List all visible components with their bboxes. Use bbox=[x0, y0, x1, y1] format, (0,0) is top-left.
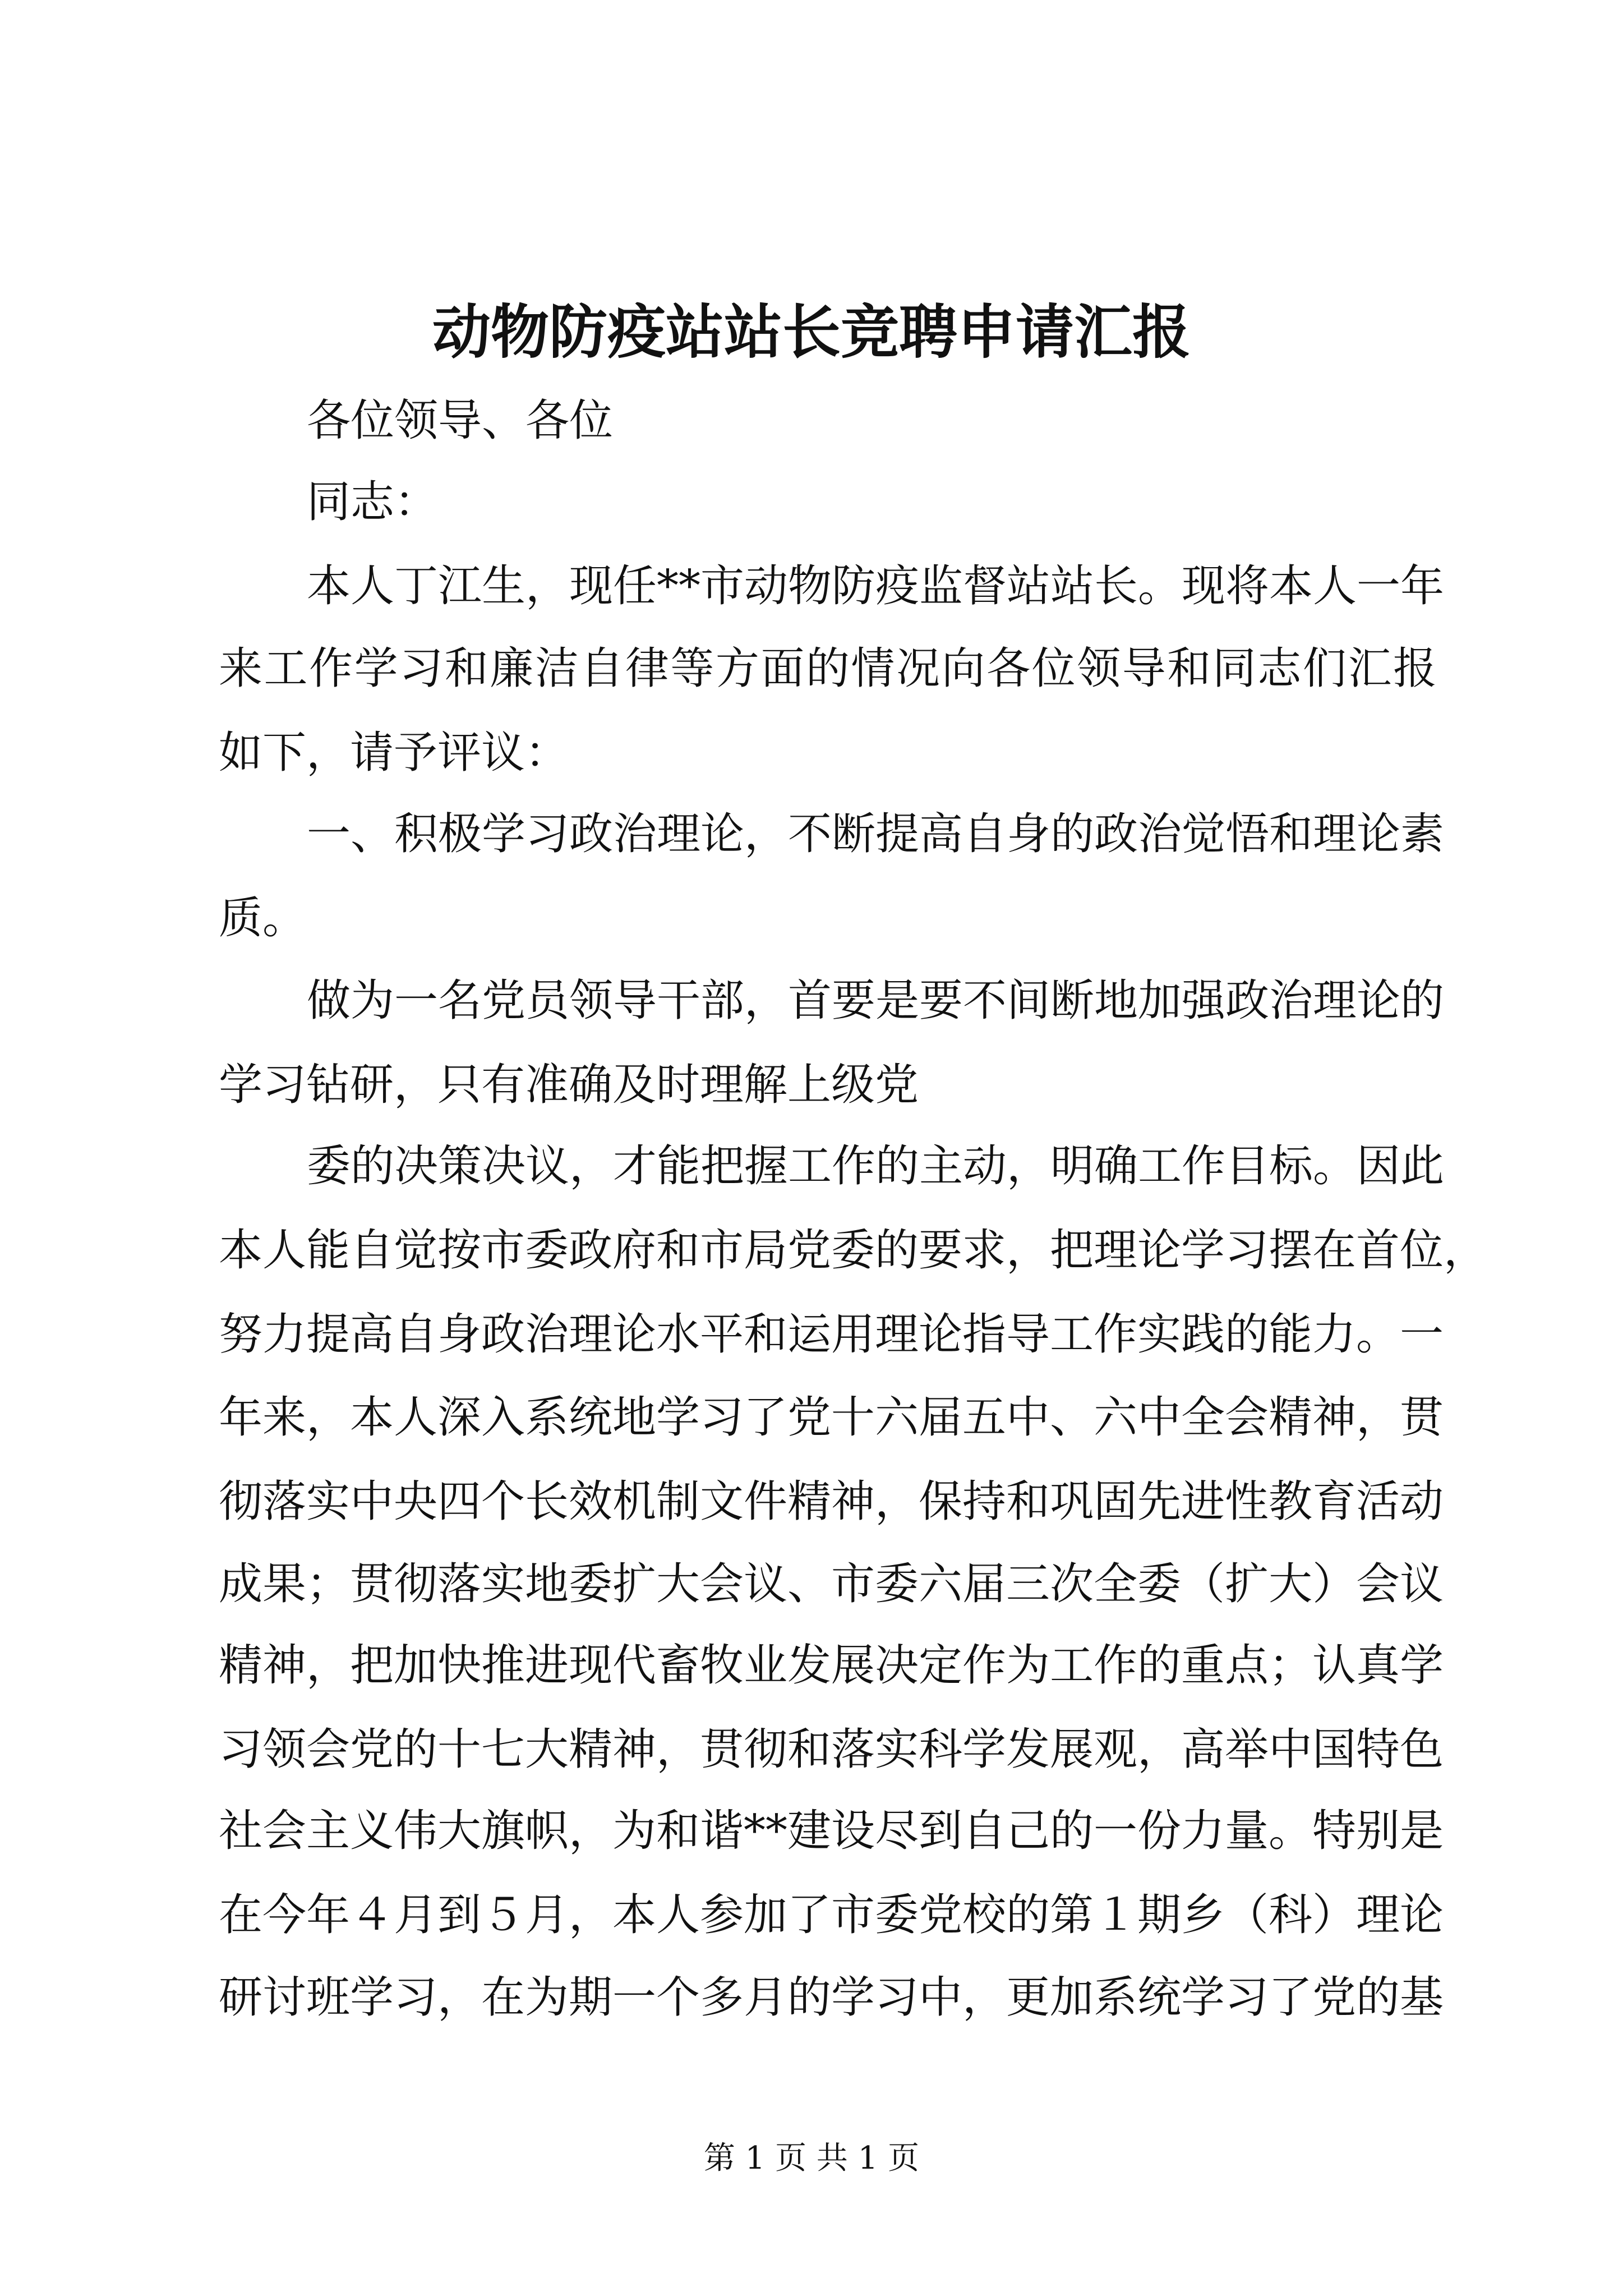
body-line: 如下，请予评议： bbox=[219, 728, 569, 778]
body-line: 一、积极学习政治理论，不断提高自身的政治觉悟和理论素 bbox=[307, 809, 1445, 859]
body-line: 彻落实中央四个长效机制文件精神，保持和巩固先进性教育活动 bbox=[219, 1476, 1444, 1527]
body-line: 委的决策决议，才能把握工作的主动，明确工作目标。因此 bbox=[307, 1141, 1445, 1191]
body-line: 年来，本人深入系统地学习了党十六届五中、六中全会精神，贯 bbox=[219, 1392, 1444, 1443]
document-title: 动物防疫站站长竞聘申请汇报 bbox=[432, 297, 1191, 366]
body-line: 学习钻研，只有准确及时理解上级党 bbox=[219, 1060, 919, 1110]
body-line: 本人能自觉按市委政府和市局党委的要求，把理论学习摆在首位， bbox=[219, 1225, 1488, 1276]
body-line: 来工作学习和廉洁自律等方面的情况向各位领导和同志们汇报 bbox=[219, 643, 1437, 694]
body-line: 精神，把加快推进现代畜牧业发展决定作为工作的重点；认真学 bbox=[219, 1640, 1444, 1691]
body-line: 在今年４月到５月，本人参加了市委党校的第１期乡（科）理论 bbox=[219, 1890, 1444, 1940]
body-line: 做为一名党员领导干部，首要是要不间断地加强政治理论的 bbox=[307, 976, 1445, 1026]
body-line: 研讨班学习，在为期一个多月的学习中，更加系统学习了党的基 bbox=[219, 1972, 1444, 2023]
body-line: 努力提高自身政治理论水平和运用理论指导工作实践的能力。一 bbox=[219, 1309, 1444, 1360]
body-line: 本人丁江生，现任**市动物防疫监督站站长。现将本人一年 bbox=[307, 561, 1445, 611]
page-footer: 第 1 页 共 1 页 bbox=[703, 2140, 920, 2177]
body-line: 成果；贯彻落实地委扩大会议、市委六届三次全委（扩大）会议 bbox=[219, 1559, 1444, 1609]
body-line: 质。 bbox=[219, 893, 307, 944]
body-line: 习领会党的十七大精神，贯彻和落实科学发展观，高举中国特色 bbox=[219, 1724, 1444, 1775]
body-line: 同志： bbox=[307, 477, 439, 527]
body-line: 社会主义伟大旗帜，为和谐**建设尽到自己的一份力量。特别是 bbox=[219, 1806, 1444, 1856]
body-line: 各位领导、各位 bbox=[307, 395, 614, 446]
